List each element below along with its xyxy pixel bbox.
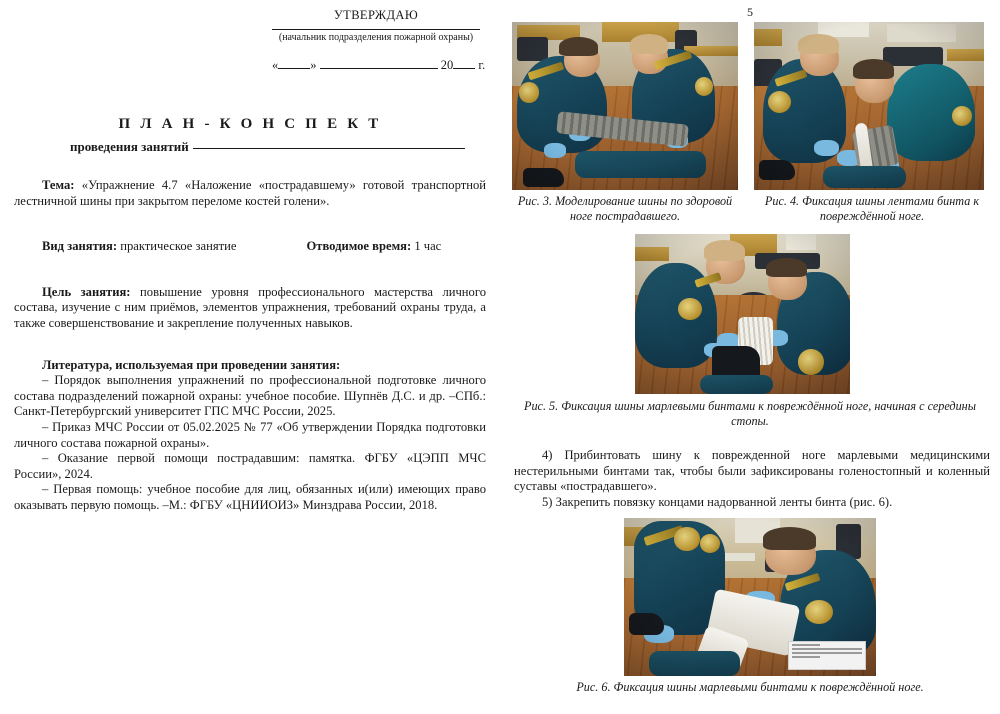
page-number: 5 <box>747 5 753 19</box>
figure-3-photo <box>512 22 738 190</box>
date-month-blank <box>320 68 438 69</box>
approval-signature-rule <box>272 29 480 30</box>
lesson-type-value: практическое занятие <box>120 239 237 254</box>
literature-item: – Оказание первой помощи пострадавшим: памятка. ФГБУ «ЦЭПП МЧС России», 2024. <box>14 451 486 481</box>
figure-4-caption: Рис. 4. Фиксация шины лентами бинта к повреждённой ноге. <box>764 194 980 223</box>
literature-heading <box>14 358 486 374</box>
spacer <box>14 332 486 358</box>
spacer <box>14 255 486 285</box>
right-column <box>500 0 1000 714</box>
literature-item: – Приказ МЧС России от 05.02.2025 № 77 «Об утверждении Порядка подготовки личного состава пожарной охраны». <box>14 419 486 450</box>
theme-paragraph <box>14 178 486 209</box>
page-subtitle <box>70 139 470 155</box>
page-subtitle-label: проведения занятий <box>70 139 189 154</box>
page-title: П Л А Н - К О Н С П Е К Т <box>118 116 382 132</box>
literature-item: – Первая помощь: учебное пособие для лиц, обязанных и(или) имеющих право оказывать первую помощь. –М.: ФГБУ «ЦНИИОИЗ» Минздрава России, 2018. <box>14 482 486 512</box>
goal-label: Цель занятия: <box>42 284 131 299</box>
figure-4-photo <box>754 22 984 190</box>
date-year-prefix: 20 <box>440 58 454 72</box>
figure-6-photo <box>624 518 876 676</box>
right-body <box>514 448 990 510</box>
date-close-quote: » <box>310 58 317 72</box>
step-item: 5) Закрепить повязку концами надорванной ленты бинта (рис. 6). <box>542 494 893 509</box>
photo-subtitle-overlay <box>788 641 866 670</box>
literature-item: – Порядок выполнения упражнений по профессиональной подготовке личного состава подразделений пожарной охраны: учебное пособие. Шупнёв Д.С. и др. –СПб.: Санкт-Петербургский университет ГПС МЧС России, 2025. <box>14 373 486 419</box>
spacer <box>14 209 486 239</box>
time-label: Отводимое время: <box>306 239 412 254</box>
figure-5-caption: Рис. 5. Фиксация шины марлевыми бинтами к повреждённой ноге, начиная с середины стопы. <box>524 399 976 428</box>
approval-title: УТВЕРЖДАЮ <box>333 8 419 22</box>
goal-text: повышение уровня профессионального мастерства личного состава, изучение с ним приёмов, элементов упражнения, требований охраны труда, а также совершенствование и закрепление полученных навыков. <box>14 284 486 330</box>
lesson-meta-line <box>14 239 486 255</box>
theme-text: «Упражнение 4.7 «Наложение «пострадавшему» готовой транспортной лестничной шины при закрытом переломе костей голени». <box>14 178 486 208</box>
literature-label: Литература, используемая при проведении занятия: <box>42 357 341 372</box>
theme-label: Тема: <box>42 178 75 192</box>
approval-block <box>262 8 490 73</box>
date-open-quote: « <box>272 58 279 72</box>
page-subtitle-blank <box>193 148 465 149</box>
date-year-blank <box>453 68 475 69</box>
lesson-type-label: Вид занятия: <box>42 239 118 254</box>
figure-5-photo <box>635 234 850 394</box>
date-line <box>262 58 490 73</box>
date-year-suffix: г. <box>478 58 486 72</box>
date-day-blank <box>278 68 310 69</box>
goal-paragraph <box>14 285 486 332</box>
time-value: 1 час <box>414 239 442 254</box>
approval-subtitle: (начальник подразделения пожарной охраны) <box>278 32 474 43</box>
step-item: 4) Прибинтовать шину к поврежденной ноге марлевыми медицинскими нестерильными бинтами так, чтобы были зафиксированы голеностопный и коленный суставы «пострадавшего». <box>514 448 990 494</box>
figure-6-caption: Рис. 6. Фиксация шины марлевыми бинтами к повреждённой ноге. <box>576 680 924 694</box>
left-body <box>14 178 486 514</box>
figure-3-caption: Рис. 3. Моделирование шины по здоровой ноге пострадавшего. <box>517 194 733 223</box>
